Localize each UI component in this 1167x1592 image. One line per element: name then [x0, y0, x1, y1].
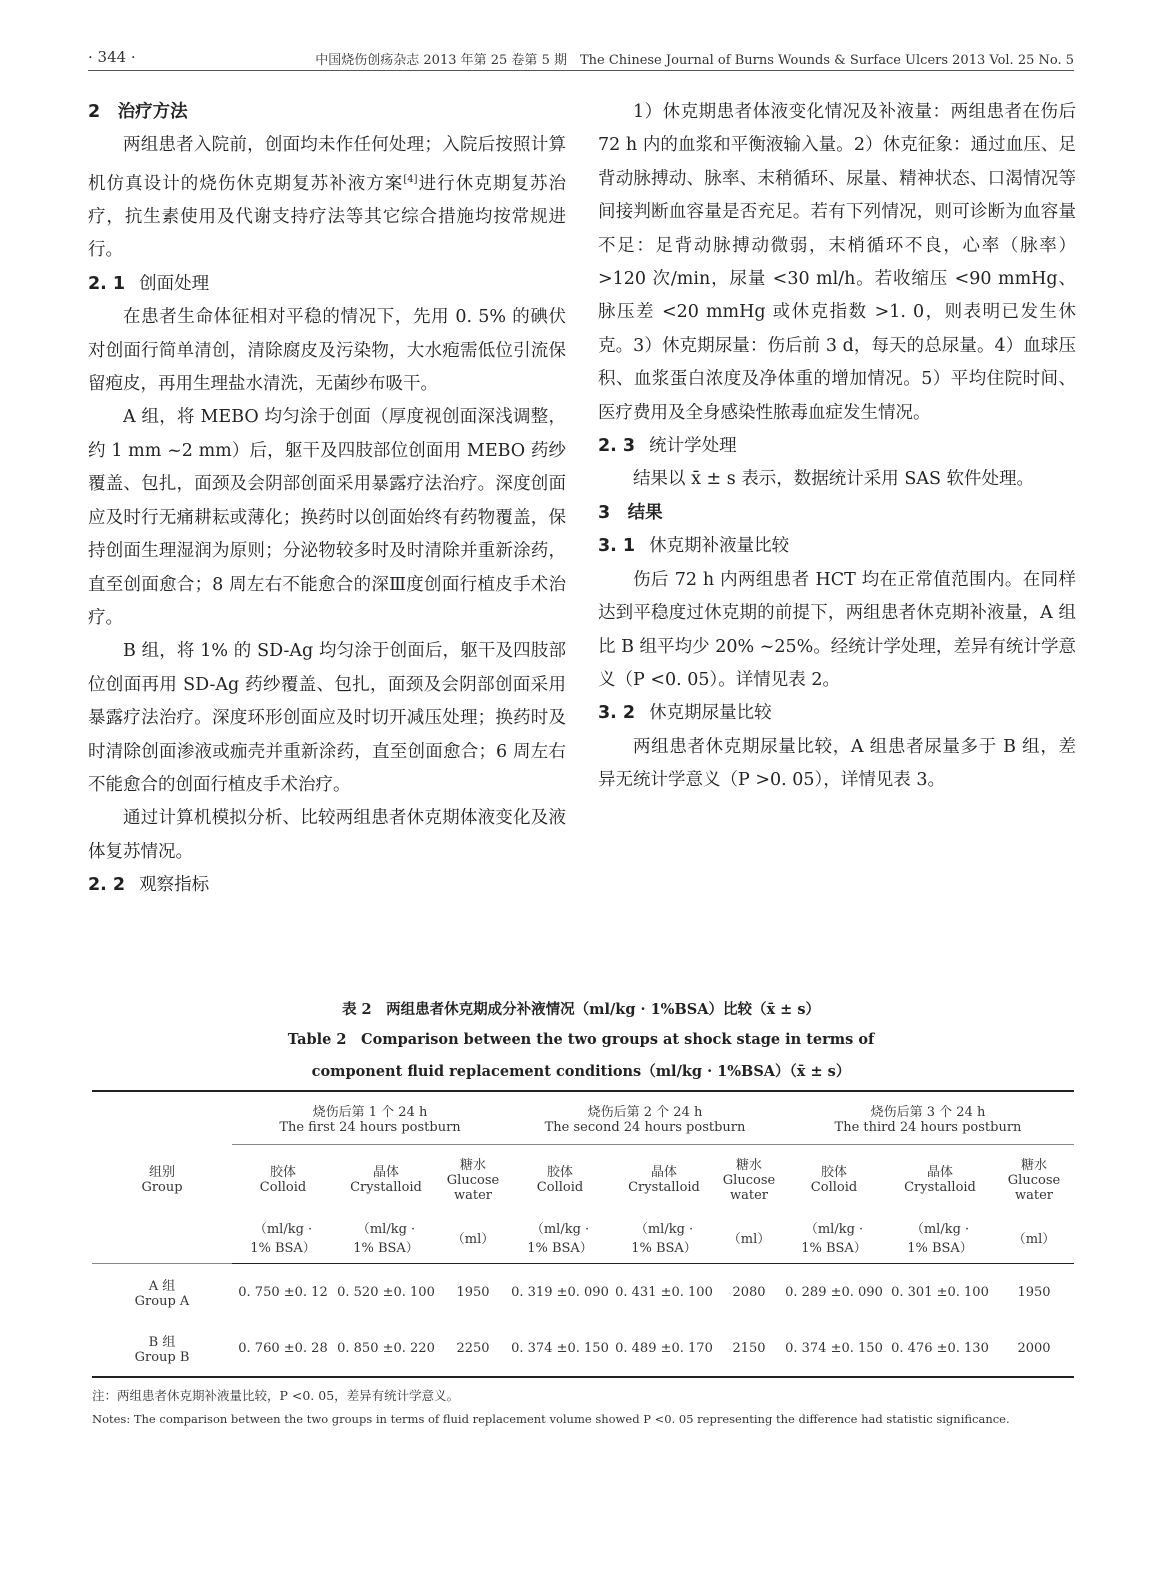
section-2-3-heading: [598, 430, 1076, 463]
crystalloid-header: [886, 1145, 994, 1212]
section-2-1-heading: [88, 268, 566, 301]
table-cell: 0. 301 ±0. 100: [891, 1284, 989, 1300]
section-number: 2. 2: [88, 875, 126, 896]
period-header-3: [782, 1091, 1074, 1145]
section-title: 休克期补液量比较: [649, 536, 790, 557]
table-note-cn: 注：两组患者休克期补液量比较，P <0. 05，差异有统计学意义。: [92, 1388, 460, 1403]
table-cell: 0. 760 ±0. 28: [238, 1340, 328, 1356]
table-caption-en-1: Table 2 Comparison between the two groups at shock stage in terms of: [287, 1031, 875, 1048]
group-label-en: Group B: [134, 1350, 190, 1365]
unit-line-2: 1% BSA）: [353, 1241, 419, 1256]
unit-cell: [334, 1211, 438, 1264]
colloid-header: [232, 1145, 334, 1212]
crystalloid-cn: 晶体: [926, 1165, 953, 1180]
group-b-paragraph: B 组，将 1% 的 SD-Ag 均匀涂于创面后，躯干及四肢部位创面再用 SD-Ag 药纱覆盖、包扎，面颈及会阴部创面采用暴露疗法治疗。深度环形创面应及时切开减压处理；换药时及时清除创面渗液或痂壳并重新涂药，直至创面愈合；6 周左右不能愈合的创面行植皮手术治疗。: [88, 641, 566, 795]
period-en: The second 24 hours postburn: [544, 1120, 746, 1135]
left-column: [88, 96, 566, 903]
section-3-heading: 3 结果: [598, 502, 663, 523]
unit-cell: [612, 1211, 716, 1264]
journal-info: 中国烧伤创疡杂志 2013 年第 25 卷第 5 期 The Chinese Journal of Burns Wounds & Surface Ulcers 2013 Vol. 25 No. 5: [315, 53, 1074, 68]
colloid-cn: 胶体: [546, 1165, 573, 1180]
glucose-en: Glucose water: [446, 1172, 500, 1203]
wound-paragraph: 在患者生命体征相对平稳的情况下，先用 0. 5% 的碘伏对创面行简单清创，清除腐皮及污染物，大水疱需低位引流保留疱皮，再用生理盐水清洗，无菌纱布吸干。: [88, 307, 566, 395]
unit-line-2: 1% BSA）: [801, 1241, 867, 1256]
period-en: The third 24 hours postburn: [834, 1120, 1022, 1135]
colloid-en: Colloid: [536, 1180, 584, 1195]
group-a-paragraph: A 组，将 MEBO 均匀涂于创面（厚度视创面深浅调整，约 1 mm ~2 mm）后，躯干及四肢部位创面用 MEBO 药纱覆盖、包扎，面颈及会阴部创面采用暴露疗法治疗。深度创面应及时行无痛耕耘或薄化；换药时以创面始终有药物覆盖，保持创面生理湿润为原则；分泌物较多时及时清除并重新涂药，直至创面愈合；8 周左右不能愈合的深Ⅲ度创面行植皮手术治疗。: [88, 407, 566, 628]
section-title: 休克期尿量比较: [649, 703, 772, 724]
observation-paragraph: 1）休克期患者体液变化情况及补液量：两组患者在伤后 72 h 内的血浆和平衡液输入量。2）休克征象：通过血压、足背动脉搏动、脉率、末稍循环、尿量、精神状态、口渴情况等间接判断血容量是否充足。若有下列情况，则可诊断为血容量不足：足背动脉搏动微弱，末梢循环不良，心率（脉率）>120 次/min，尿量 <30 ml/h。若收缩压 <90 mmHg、脉压差 <20 mmHg 或休克指数 >1. 0，则表明已发生休克。3）休克期尿量：伤后前 3 d，每天的总尿量。4）血球压积、血浆蛋白浓度及净体重的增加情况。5）平均住院时间、医疗费用及全身感染性脓毒血症发生情况。: [598, 102, 1076, 423]
table-cell: 2250: [456, 1340, 490, 1356]
unit-line-2: 1% BSA）: [527, 1241, 593, 1256]
period-header-2: [508, 1091, 782, 1145]
crystalloid-cn: 晶体: [650, 1165, 677, 1180]
table-cell: 1950: [456, 1284, 490, 1300]
unit-cell: （ml）: [716, 1211, 782, 1264]
section-title: 统计学处理: [649, 436, 737, 457]
table-cell: 2000: [1017, 1340, 1051, 1356]
section-3-1-heading: [598, 530, 1076, 563]
table-cell: 1950: [1017, 1284, 1051, 1300]
section-number: 2. 1: [88, 273, 126, 294]
glucose-en: Glucose water: [1007, 1172, 1061, 1203]
result-1-paragraph: 伤后 72 h 内两组患者 HCT 均在正常值范围内。在同样达到平稳度过休克期的前提下，两组患者休克期补液量，A 组比 B 组平均少 20% ~25%。经统计学处理，差异有统计学意义（P <0. 05）。详情见表 2。: [598, 569, 1076, 690]
section-3-2-heading: [598, 697, 1076, 730]
unit-cell: [232, 1211, 334, 1264]
intro-text-b: 进行休克期复苏治疗，抗生素使用及代谢支持疗法等其它综合措施均按常规进行。: [88, 173, 567, 261]
unit-line-1: （ml/kg ·: [253, 1222, 313, 1237]
unit-cell: [886, 1211, 994, 1264]
intro-paragraph: [88, 129, 566, 267]
glucose-en: Glucose water: [722, 1172, 776, 1203]
section-2-2-heading: [88, 869, 566, 902]
unit-cell: （ml）: [438, 1211, 508, 1264]
citation-ref: [4]: [403, 173, 418, 185]
group-label: [92, 1264, 232, 1321]
table-cell: 0. 489 ±0. 170: [615, 1340, 713, 1356]
section-number: 3. 1: [598, 536, 636, 557]
results-table: [92, 1090, 1074, 1378]
crystalloid-en: Crystalloid: [904, 1180, 976, 1195]
section-title: 观察指标: [139, 875, 210, 896]
section-number: 2. 3: [598, 436, 636, 457]
glucose-cn: 糖水: [1020, 1157, 1047, 1173]
unit-line-1: （ml/kg ·: [804, 1222, 864, 1237]
table-cell: 0. 520 ±0. 100: [337, 1284, 435, 1300]
group-header-en: Group: [141, 1179, 183, 1195]
table-cell: 2150: [732, 1340, 766, 1356]
table-row: [92, 1264, 1074, 1321]
section-title: 创面处理: [139, 273, 210, 294]
unit-line-1: （ml/kg ·: [530, 1222, 590, 1237]
glucose-header: [994, 1145, 1074, 1212]
table-cell: 0. 850 ±0. 220: [337, 1340, 435, 1356]
table-cell: 2080: [732, 1284, 766, 1300]
period-cn: 烧伤后第 1 个 24 h: [312, 1105, 428, 1120]
running-header: [88, 46, 1074, 71]
unit-line-1: （ml/kg ·: [634, 1222, 694, 1237]
colloid-header: [508, 1145, 612, 1212]
colloid-en: Colloid: [259, 1180, 307, 1195]
period-cn: 烧伤后第 2 个 24 h: [587, 1105, 703, 1120]
table-cell: 0. 374 ±0. 150: [511, 1340, 609, 1356]
table-cell: 0. 750 ±0. 12: [238, 1284, 328, 1300]
section-number: 3. 2: [598, 703, 636, 724]
unit-line-1: （ml/kg ·: [910, 1222, 970, 1237]
table-cell: 0. 319 ±0. 090: [511, 1284, 609, 1300]
unit-line-2: 1% BSA）: [631, 1241, 697, 1256]
unit-line-2: 1% BSA）: [250, 1241, 316, 1256]
table-cell: 0. 476 ±0. 130: [891, 1340, 989, 1356]
crystalloid-header: [612, 1145, 716, 1212]
colloid-cn: 胶体: [269, 1165, 296, 1180]
compare-paragraph: 通过计算机模拟分析、比较两组患者休克期体液变化及液体复苏情况。: [88, 808, 566, 862]
table-cell: 0. 374 ±0. 150: [785, 1340, 883, 1356]
right-column: [598, 96, 1076, 798]
unit-line-2: 1% BSA）: [907, 1241, 973, 1256]
crystalloid-en: Crystalloid: [350, 1180, 422, 1195]
crystalloid-en: Crystalloid: [628, 1180, 700, 1195]
unit-cell: [508, 1211, 612, 1264]
table-note-en: Notes: The comparison between the two groups in terms of fluid replacement volume showed P <0. 05 representing the difference had statistic significance.: [92, 1412, 1010, 1426]
result-2-paragraph: 两组患者休克期尿量比较，A 组患者尿量多于 B 组，差异无统计学意义（P >0. 05），详情见表 3。: [598, 736, 1076, 791]
period-header-1: [232, 1091, 508, 1145]
period-cn: 烧伤后第 3 个 24 h: [870, 1105, 986, 1120]
period-en: The first 24 hours postburn: [279, 1120, 461, 1135]
section-2-heading: 2 治疗方法: [88, 102, 188, 122]
colloid-header: [782, 1145, 886, 1212]
unit-line-1: （ml/kg ·: [356, 1222, 416, 1237]
group-header-cn: 组别: [148, 1164, 175, 1180]
group-label: [92, 1320, 232, 1377]
colloid-en: Colloid: [810, 1180, 858, 1195]
glucose-header: [716, 1145, 782, 1212]
unit-cell: （ml）: [994, 1211, 1074, 1264]
table-cell: 0. 431 ±0. 100: [615, 1284, 713, 1300]
group-label-cn: B 组: [148, 1335, 176, 1350]
intro-text-a: 两组患者入院前，创面均未作任何处理；入院后按照计算机仿真设计的烧伤休克期复苏补液方案: [88, 135, 566, 194]
glucose-cn: 糖水: [735, 1157, 762, 1173]
group-header: [92, 1091, 232, 1264]
table-caption-en-2: component fluid replacement conditions（ml/kg · 1%BSA）（x̄ ± s）: [311, 1063, 851, 1080]
table-cell: 0. 289 ±0. 090: [785, 1284, 883, 1300]
crystalloid-cn: 晶体: [372, 1165, 399, 1180]
table-caption-cn: 表 2 两组患者休克期成分补液情况（ml/kg · 1%BSA）比较（x̄ ± s）: [341, 1001, 820, 1018]
stats-paragraph: 结果以 x̄ ± s 表示，数据统计采用 SAS 软件处理。: [633, 469, 1035, 490]
unit-cell: [782, 1211, 886, 1264]
glucose-header: [438, 1145, 508, 1212]
group-label-en: Group A: [134, 1294, 190, 1309]
glucose-cn: 糖水: [459, 1157, 486, 1173]
colloid-cn: 胶体: [820, 1165, 847, 1180]
crystalloid-header: [334, 1145, 438, 1212]
table-row: [92, 1320, 1074, 1377]
page-number: · 344 ·: [88, 48, 136, 66]
group-label-cn: A 组: [148, 1279, 176, 1294]
